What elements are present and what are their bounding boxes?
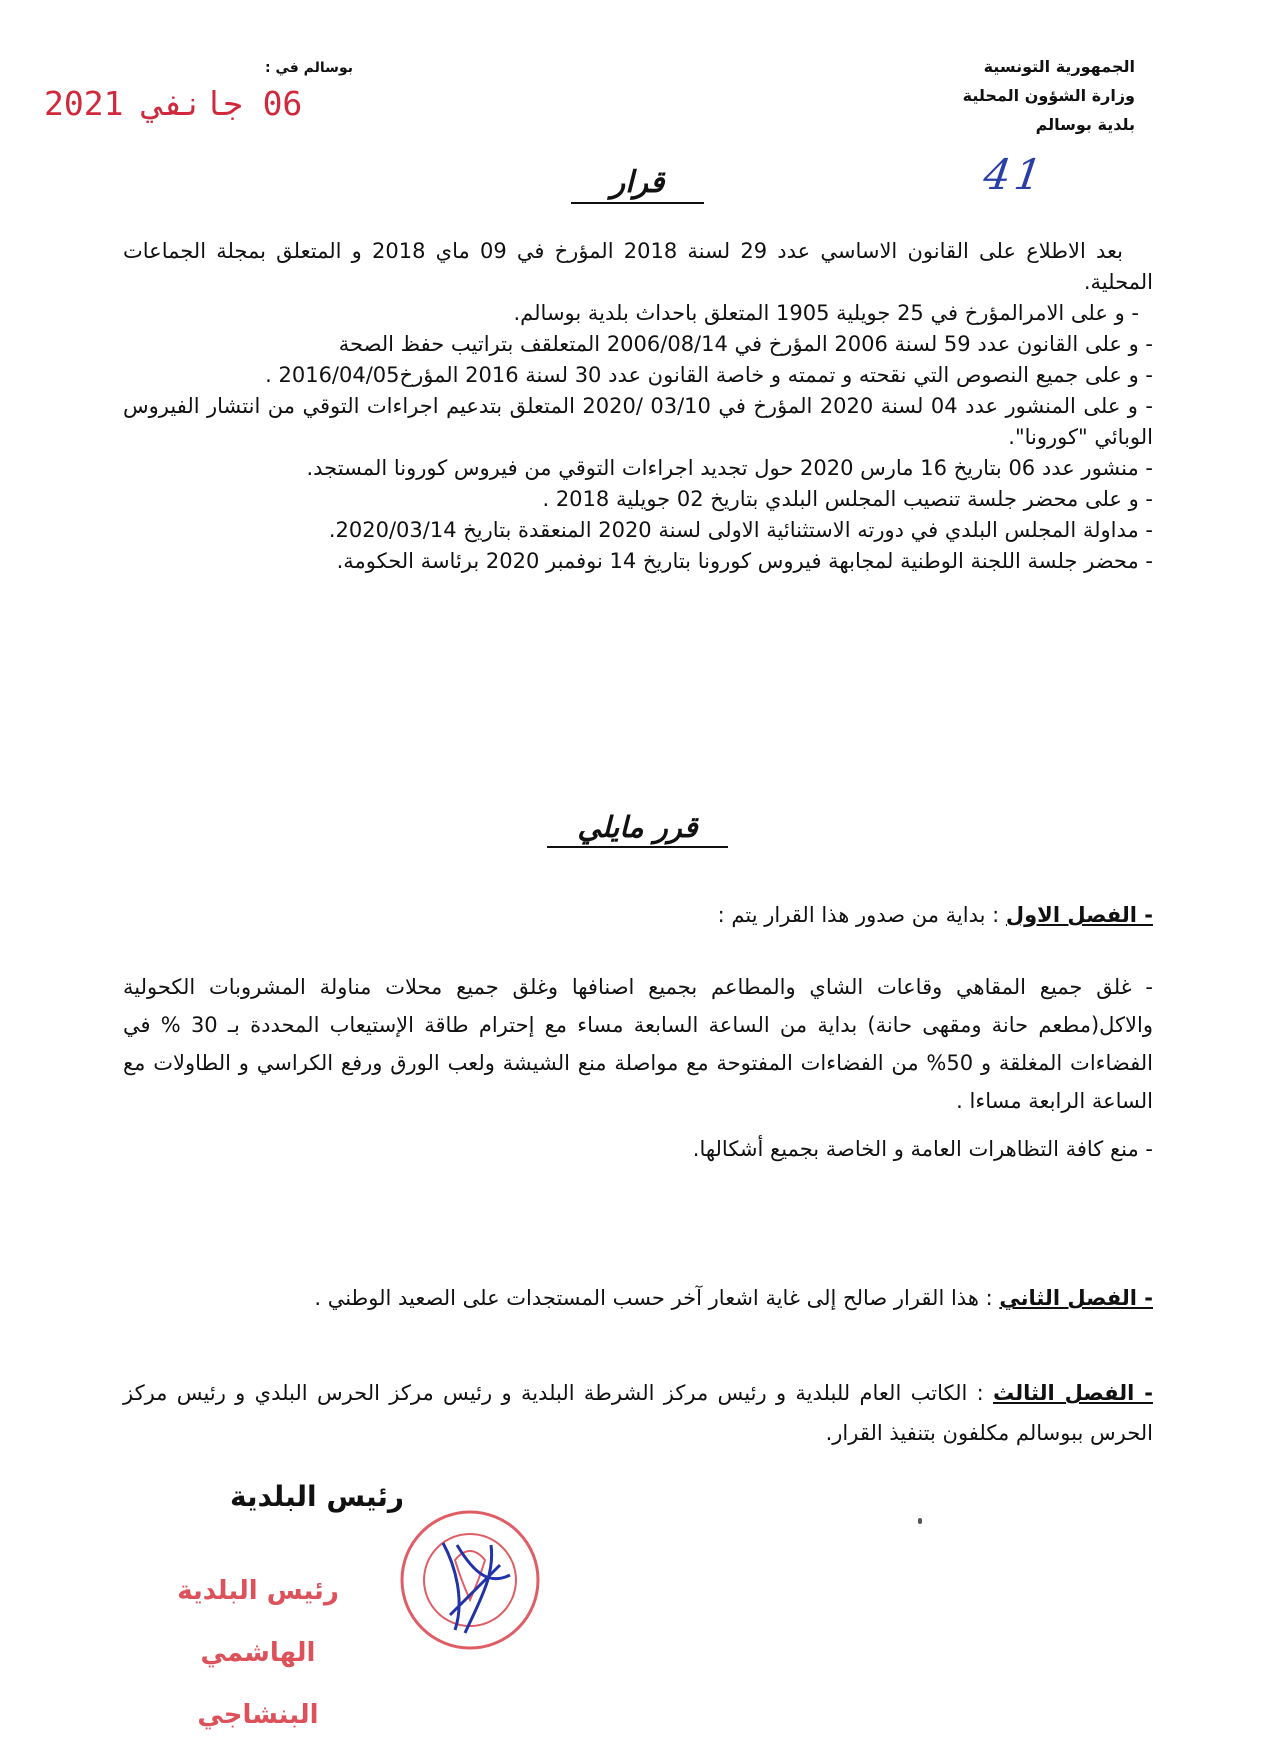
stray-mark [918,1518,922,1524]
preamble-item: بعد الاطلاع على القانون الاساسي عدد 29 لسنة 2018 المؤرخ في 09 ماي 2018 و المتعلق بمجلة الجماعات المحلية. [123,239,1153,294]
signature-title: رئيس البلدية [230,1480,405,1513]
article-third [123,1373,1153,1453]
municipality-name: بلدية بوسالم [1035,115,1135,134]
place-label: بوسالم في : [265,60,353,76]
preamble [123,236,1153,577]
preamble-item: - محضر جلسة اللجنة الوطنية لمجابهة فيروس كورونا بتاريخ 14 نوفمبر 2020 برئاسة الحكومة. [336,549,1153,573]
document-title [0,165,1275,200]
preamble-item: - و على محضر جلسة تنصيب المجلس البلدي بتاريخ 02 جويلية 2018 . [542,487,1153,511]
article-first-item: - منع كافة التظاهرات العامة و الخاصة بجميع أشكالها. [692,1137,1153,1161]
article-first [123,900,1153,931]
article-third-label: - الفصل الثالث [993,1381,1153,1405]
decision-heading-text: قرر مايلي [547,810,727,848]
preamble-item: - مداولة المجلس البلدي في دورته الاستثنائية الاولى لسنة 2020 المنعقدة بتاريخ 2020/03/14. [328,518,1153,542]
article-second-label: - الفصل الثاني [999,1286,1153,1310]
official-seal-icon [395,1505,545,1655]
preamble-item: - منشور عدد 06 بتاريخ 16 مارس 2020 حول تجديد اجراءات التوقي من فيروس كورونا المستجد. [306,456,1153,480]
reference-number: 41 [980,150,1049,199]
ministry-name: وزارة الشؤون المحلية [962,86,1135,105]
signature-stamp [138,1560,378,1746]
preamble-item: - و على القانون عدد 59 لسنة 2006 المؤرخ في 2006/08/14 المتعلقف بتراتيب حفظ الصحة [338,332,1153,356]
article-first-intro: : بداية من صدور هذا القرار يتم : [717,903,1000,927]
stamp-name: الهاشمي البنشاجي [197,1638,319,1730]
article-second [123,1283,1153,1314]
preamble-item: - و على جميع النصوص التي نقحته و تممته و خاصة القانون عدد 30 لسنة 2016 المؤرخ2016/04/05 . [265,363,1153,387]
country-name: الجمهورية التونسية [983,57,1135,76]
article-first-items [123,968,1153,1168]
article-second-text: : هذا القرار صالح إلى غاية اشعار آخر حسب المستجدات على الصعيد الوطني . [314,1286,993,1310]
article-first-label: - الفصل الاول [1005,903,1153,927]
document-title-text: قرار [571,165,705,204]
article-first-item: - غلق جميع المقاهي وقاعات الشاي والمطاعم بجميع اصنافها وغلق جميع محلات مناولة المشروبات الكحولية والاكل(مطعم حانة ومقهى حانة) بداية من الساعة السابعة مساء مع إحترام طاقة الإستيعاب المحددة بـ 30 % في الفضاءات المغلقة و 50% من الفضاءات المفتوحة مع مواصلة منع الشيشة ولعب الورق ورفع الكراسي و الطاولات مع الساعة الرابعة مساءا . [123,975,1153,1113]
header-block [895,52,1135,139]
stamp-title: رئيس البلدية [177,1576,339,1606]
preamble-item: - و على الامرالمؤرخ في 25 جويلية 1905 المتعلق باحداث بلدية بوسالم. [513,301,1139,325]
date-stamp: 06 جانفي 2021 [44,84,303,123]
decision-heading [0,810,1275,844]
article-third-text: : الكاتب العام للبلدية و رئيس مركز الشرطة البلدية و رئيس مركز الحرس البلدي و رئيس مركز الحرس ببوسالم مكلفون بتنفيذ القرار. [123,1381,1153,1445]
preamble-item: - و على المنشور عدد 04 لسنة 2020 المؤرخ في 03/10 /2020 المتعلق بتدعيم اجراءات التوقي من انتشار الفيروس الوبائي "كورونا". [123,394,1153,449]
